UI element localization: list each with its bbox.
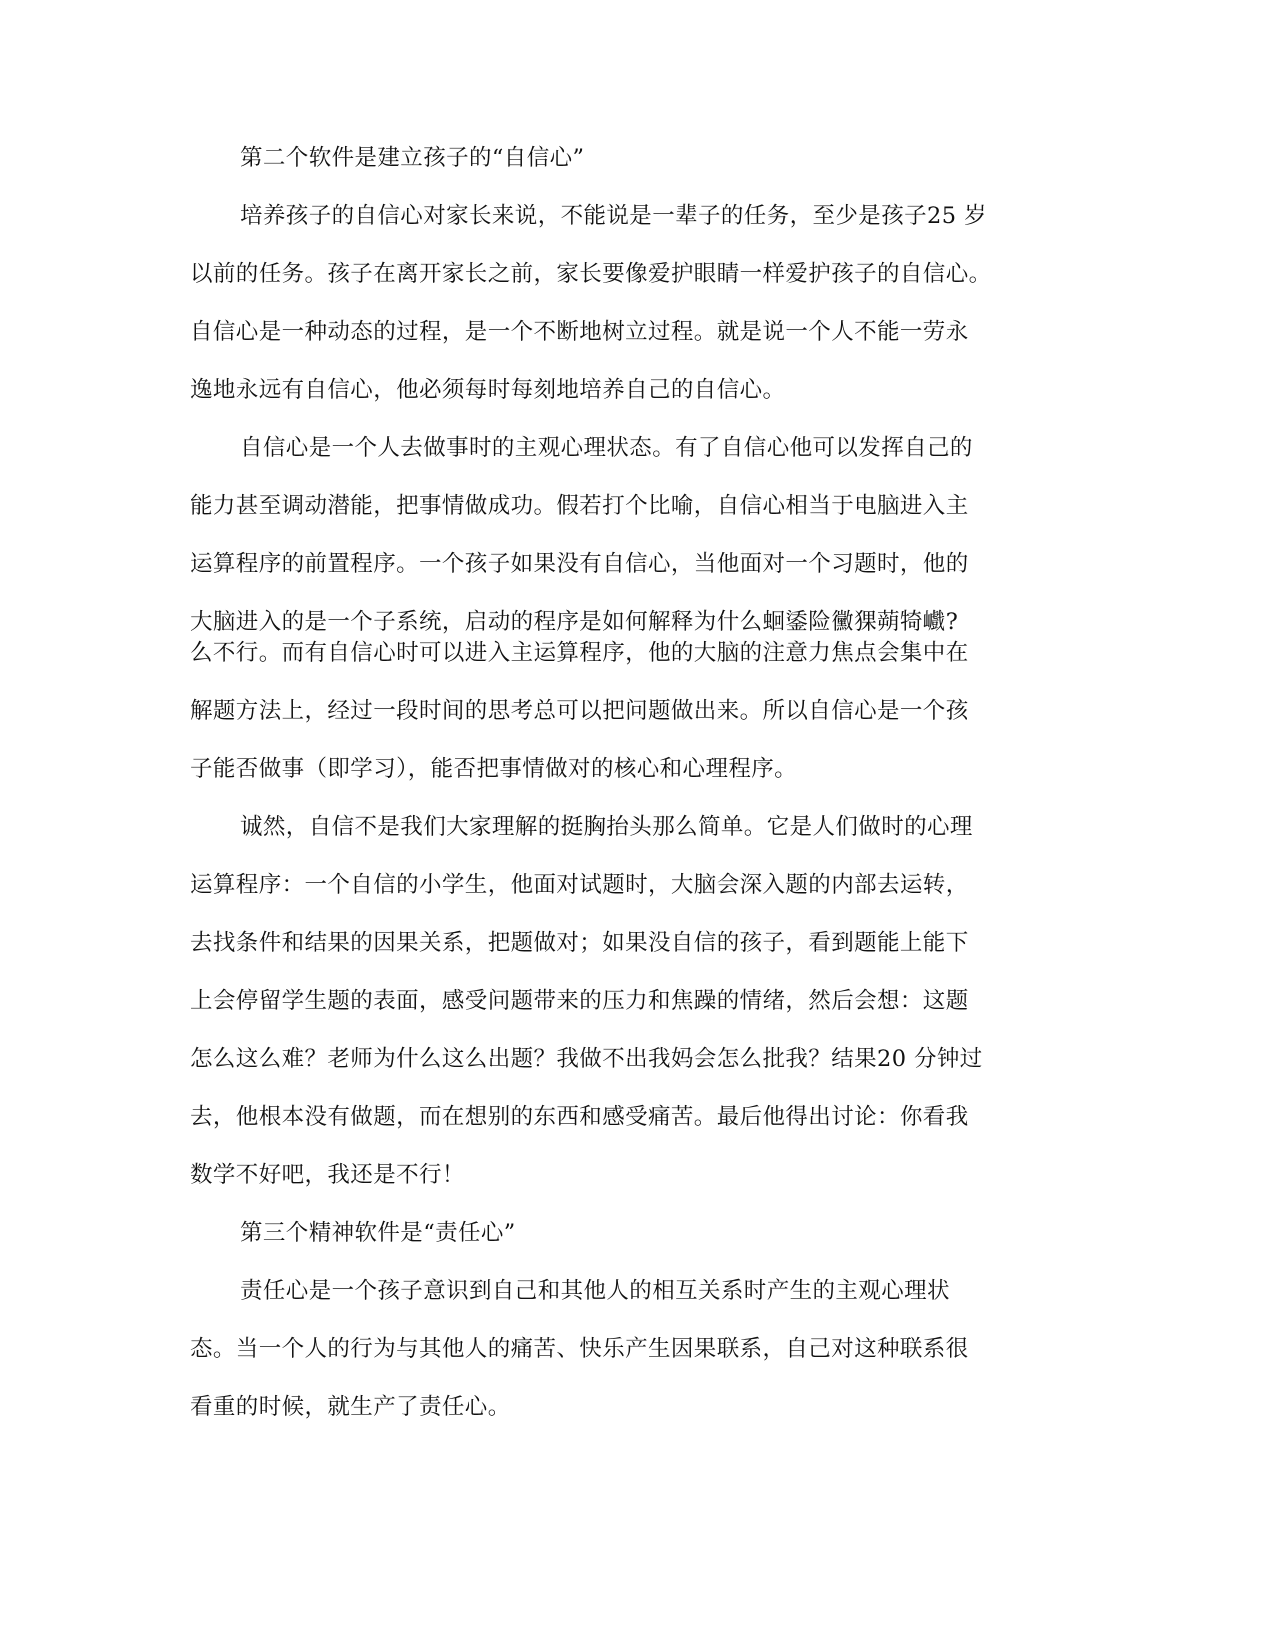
paragraph-line: 数学不好吧，我还是不行！ (190, 1162, 465, 1188)
paragraph-line: 子能否做事（即学习），能否把事情做对的核心和心理程序。 (190, 756, 798, 782)
paragraph-line: 大脑进入的是一个子系统，启动的程序是如何解释为什么蛔鋈险黴猓蒴犄巇? (190, 609, 959, 635)
paragraph-line: 么不行。而有自信心时可以进入主运算程序，他的大脑的注意力焦点会集中在 (190, 640, 969, 666)
paragraph-line: 诚然，自信不是我们大家理解的挺胸抬头那么简单。它是人们做时的心理 (240, 814, 973, 840)
paragraph-line: 去找条件和结果的因果关系，把题做对；如果没自信的孩子，看到题能上能下 (190, 930, 969, 956)
paragraph-line: 培养孩子的自信心对家长来说，不能说是一辈子的任务，至少是孩子25 岁 (240, 203, 987, 229)
heading-second-software: 第二个软件是建立孩子的“自信心” (240, 145, 585, 171)
paragraph-line: 运算程序的前置程序。一个孩子如果没有自信心，当他面对一个习题时，他的 (190, 551, 969, 577)
paragraph-line: 怎么这么难？老师为什么这么出题？我做不出我妈会怎么批我？结果20 分钟过 (190, 1046, 983, 1072)
paragraph-line: 以前的任务。孩子在离开家长之前，家长要像爱护眼睛一样爱护孩子的自信心。 (190, 261, 992, 287)
paragraph-line: 去，他根本没有做题，而在想别的东西和感受痛苦。最后他得出讨论：你看我 (190, 1104, 969, 1130)
paragraph-line: 能力甚至调动潜能，把事情做成功。假若打个比喻，自信心相当于电脑进入主 (190, 493, 969, 519)
paragraph-line: 责任心是一个孩子意识到自己和其他人的相互关系时产生的主观心理状 (240, 1278, 950, 1304)
paragraph-line: 运算程序：一个自信的小学生，他面对试题时，大脑会深入题的内部去运转， (190, 872, 969, 898)
paragraph-line: 态。当一个人的行为与其他人的痛苦、快乐产生因果联系，自己对这种联系很 (190, 1336, 969, 1362)
heading-third-software: 第三个精神软件是“责任心” (240, 1220, 516, 1246)
paragraph-line: 自信心是一个人去做事时的主观心理状态。有了自信心他可以发挥自己的 (240, 435, 973, 461)
paragraph-line: 自信心是一种动态的过程，是一个不断地树立过程。就是说一个人不能一劳永 (190, 319, 969, 345)
paragraph-line: 看重的时候，就生产了责任心。 (190, 1394, 511, 1420)
paragraph-line: 逸地永远有自信心，他必须每时每刻地培养自己的自信心。 (190, 377, 786, 403)
paragraph-line: 上会停留学生题的表面，感受问题带来的压力和焦躁的情绪，然后会想：这题 (190, 988, 969, 1014)
paragraph-line: 解题方法上，经过一段时间的思考总可以把问题做出来。所以自信心是一个孩 (190, 698, 969, 724)
